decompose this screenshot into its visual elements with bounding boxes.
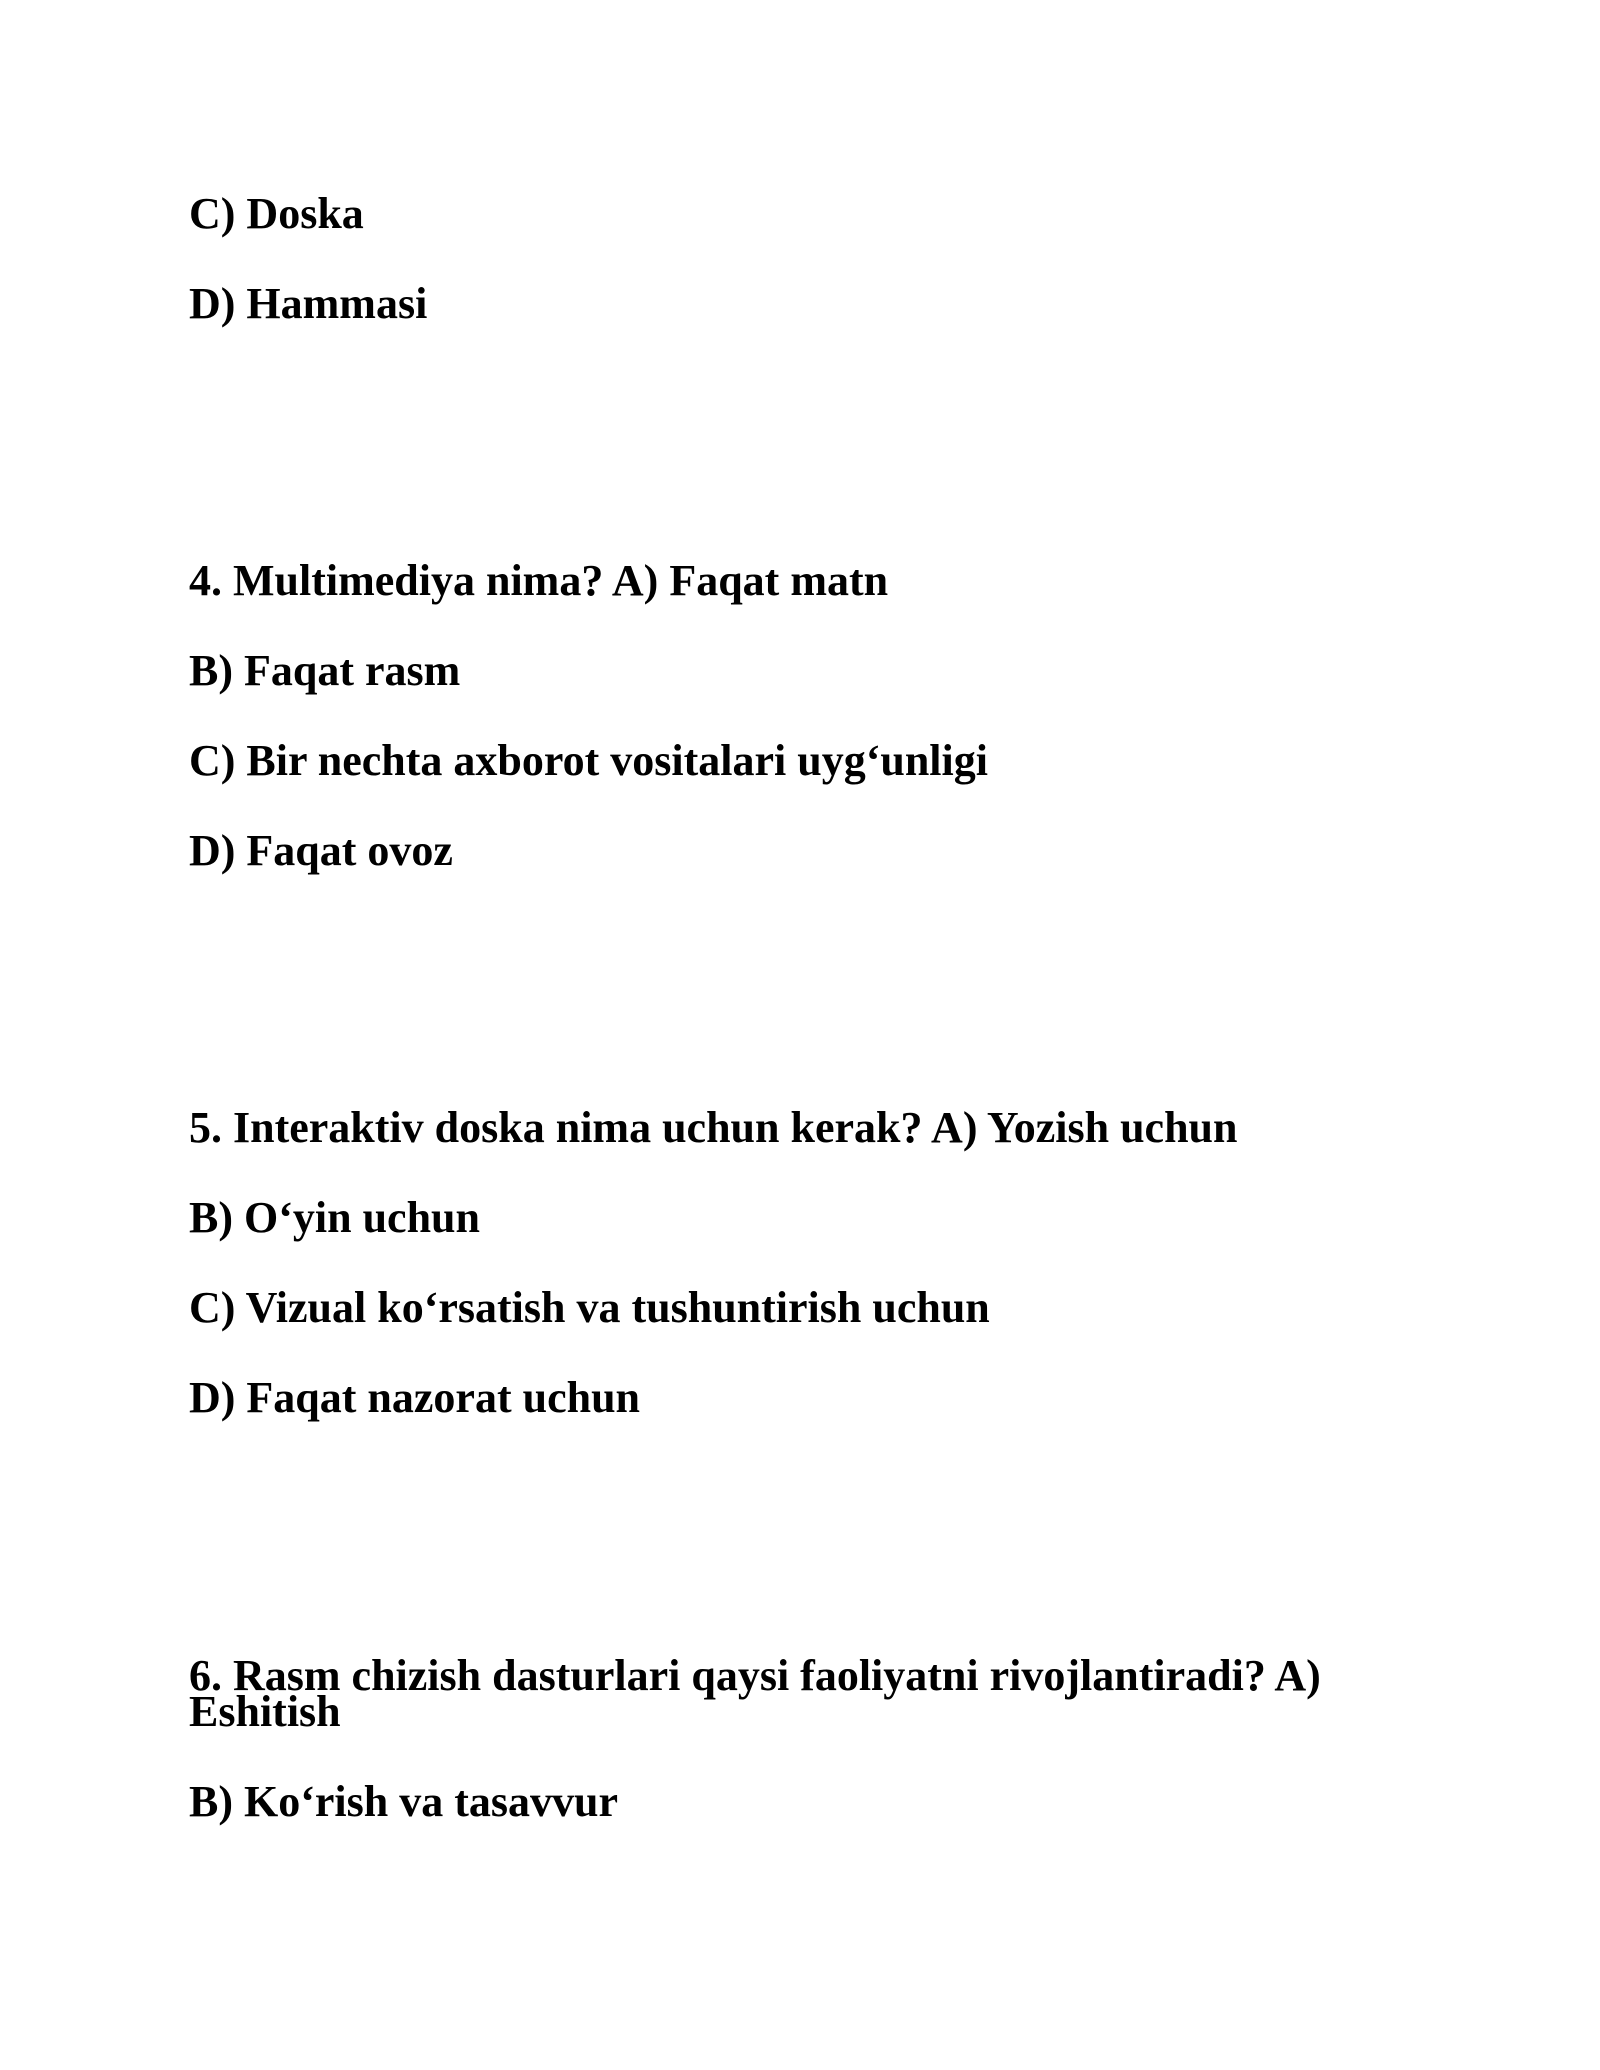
q4-option-d: D) Faqat ovoz — [189, 826, 453, 875]
q6-question: 6. Rasm chizish dasturlari qaysi faoliyatni rivojlantiradi? A) Eshitish — [189, 1651, 1321, 1736]
q6-option-b: B) Ko‘rish va tasavvur — [189, 1777, 618, 1826]
q5-option-b: B) O‘yin uchun — [189, 1193, 480, 1242]
q4-question: 4. Multimediya nima? A) Faqat matn — [189, 556, 889, 605]
q5-option-c: C) Vizual ko‘rsatish va tushuntirish uchun — [189, 1283, 990, 1332]
q3-option-c: C) Doska — [189, 189, 364, 238]
q4-option-c: C) Bir nechta axborot vositalari uyg‘unligi — [189, 736, 988, 785]
q4-option-b: B) Faqat rasm — [189, 646, 461, 695]
q3-option-d: D) Hammasi — [189, 279, 428, 328]
q5-option-d: D) Faqat nazorat uchun — [189, 1373, 641, 1422]
q5-question: 5. Interaktiv doska nima uchun kerak? A) Yozish uchun — [189, 1103, 1238, 1152]
